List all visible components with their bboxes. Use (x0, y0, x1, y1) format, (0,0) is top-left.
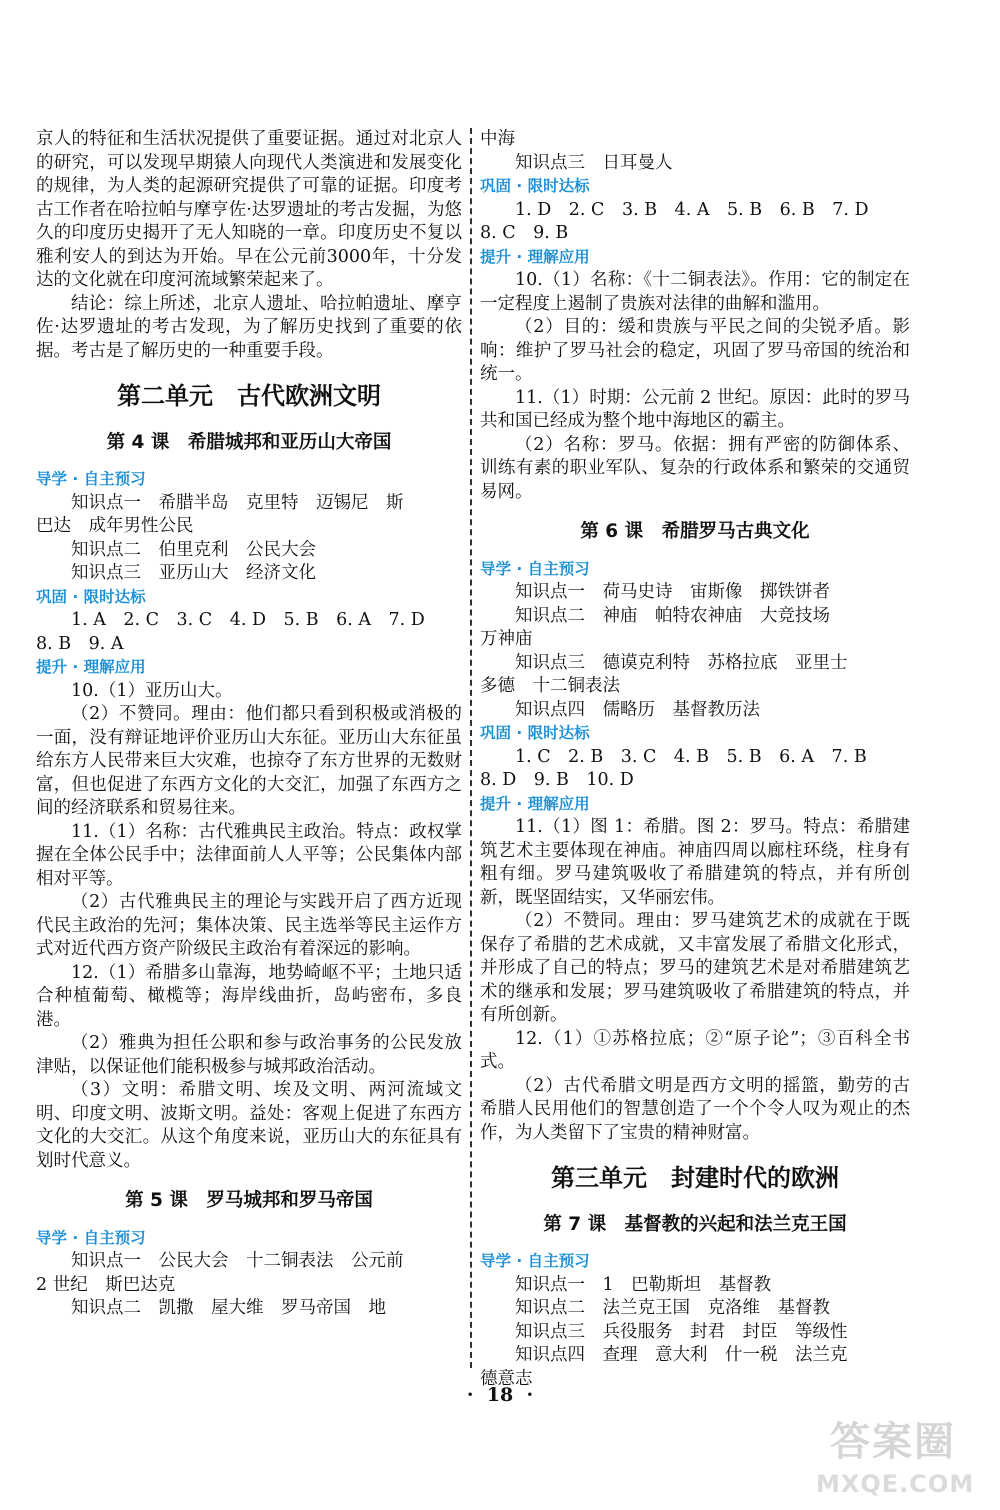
section-heading: 提升 · 理解应用 (36, 658, 146, 676)
lesson-title: 第 6 课 希腊罗马古典文化 (580, 521, 810, 542)
answer-paragraph: （2）雅典为担任公职和参与政治事务的公民发放津贴，以保证他们能积极参与城邦政治活动。 (36, 1033, 462, 1077)
answer-paragraph: 12.（1）希腊多山靠海，地势崎岖不平；土地只适合种植葡萄、橄榄等；海岸线曲折，岛屿密布，多良港。 (36, 962, 462, 1030)
answer-paragraph: 11.（1）图 1：希腊。图 2：罗马。特点：希腊建筑艺术主要体现在神庙。神庙四周以廊柱环绕，柱身有粗有细。罗马建筑吸收了希腊建筑的特点，并有所创新，既坚固结实，又华丽宏伟。 (480, 817, 910, 908)
answer-paragraph: （3）文明：希腊文明、埃及文明、两河流域文明、印度文明、波斯文明。益处：客观上促进了东西方文化的大交汇。从这个角度来说，亚历山大的东征具有划时代意义。 (36, 1080, 462, 1171)
knowledge-point: 知识点一 1 巴勒斯坦 基督教 (515, 1274, 772, 1295)
knowledge-point-continued: 多德 十二铜表法 (480, 676, 620, 696)
paragraph: 结论：综上所述，北京人遗址、哈拉帕遗址、摩亨佐·达罗遗址的考古发现，为了解历史找到了重要的依据。考古是了解历史的一种重要手段。 (36, 293, 462, 361)
page-number: · 18 · (466, 1384, 534, 1406)
unit-title: 第二单元 古代欧洲文明 (117, 382, 381, 410)
answer-line: 1. C 2. B 3. C 4. B 5. B 6. A 7. B (515, 746, 867, 767)
answer-paragraph: 12.（1）①苏格拉底；②“原子论”；③百科全书式。 (480, 1028, 910, 1072)
knowledge-point: 知识点二 凯撒 屋大维 罗马帝国 地 (71, 1298, 386, 1318)
left-column (36, 128, 462, 1321)
answer-line: 1. D 2. C 3. B 4. A 5. B 6. B 7. D (515, 199, 869, 220)
answer-paragraph: 11.（1）时期：公元前 2 世纪。原因：此时的罗马共和国已经成为整个地中海地区的霸主。 (480, 387, 910, 431)
answer-paragraph: （2）古代雅典民主的理论与实践开启了西方近现代民主政治的先河；集体决策、民主选举等民主运作方式对近代西方资产阶级民主政治有着深远的影响。 (36, 892, 462, 959)
paragraph: 京人的特征和生活状况提供了重要证据。通过对北京人的研究，可以发现早期猿人向现代人类演进和发展变化的规律，为人类的起源研究提供了可靠的证据。印度考古工作者在哈拉帕与摩亨佐·达罗遗址的考古发掘，为悠久的印度历史揭开了无人知晓的一章。印度历史不复以雅利安人的到达为开始。早在公元前3000年，十分发达的文化就在印度河流域繁荣起来了。 (36, 129, 462, 290)
section-heading: 导学 · 自主预习 (36, 470, 146, 488)
answer-paragraph: （2）目的：缓和贵族与平民之间的尖锐矛盾。影响：维护了罗马社会的稳定，巩固了罗马帝国的统治和统一。 (480, 317, 910, 384)
section-heading: 巩固 · 限时达标 (36, 587, 146, 606)
answer-paragraph: （2）不赞同。理由：罗马建筑艺术的成就在于既保存了希腊的艺术成就，又丰富发展了希腊文化形式，并形成了自己的特点；罗马的建筑艺术是对希腊建筑艺术的继承和发展；罗马建筑吸收了希腊建筑的特点，并有所创新。 (480, 911, 910, 1025)
answer-paragraph: 11.（1）名称：古代雅典民主政治。特点：政权掌握在全体公民手中；法律面前人人平等；公民集体内部相对平等。 (36, 821, 462, 889)
answer-line: 8. C 9. B (480, 223, 569, 243)
knowledge-point-continued: 德意志 (480, 1368, 533, 1389)
knowledge-point: 知识点三 兵役服务 封君 封臣 等级性 (515, 1321, 848, 1342)
section-heading: 导学 · 自主预习 (480, 1252, 590, 1270)
answer-paragraph: （2）古代希腊文明是西方文明的摇篮，勤劳的古希腊人民用他们的智慧创造了一个个令人叹为观止的杰作，为人类留下了宝贵的精神财富。 (480, 1075, 910, 1143)
answer-paragraph: 10.（1）名称：《十二铜表法》。作用：它的制定在一定程度上遏制了贵族对法律的曲解和滥用。 (480, 270, 910, 314)
watermark-logo (810, 1410, 990, 1500)
knowledge-point-continued: 万神庙 (480, 629, 533, 649)
lesson-title: 第 7 课 基督教的兴起和法兰克王国 (543, 1213, 847, 1235)
knowledge-point-continued: 2 世纪 斯巴达克 (36, 1274, 176, 1295)
knowledge-point: 知识点一 荷马史诗 宙斯像 掷铁饼者 (515, 582, 830, 602)
section-heading: 导学 · 自主预习 (36, 1228, 146, 1247)
knowledge-point: 知识点三 亚历山大 经济文化 (71, 563, 316, 583)
answer-line: 8. B 9. A (36, 633, 124, 654)
answer-paragraph: 10.（1）亚历山大。 (71, 680, 233, 701)
page-number-value: 18 (486, 1384, 514, 1406)
answer-paragraph: （2）不赞同。理由：他们都只看到积极或消极的一面，没有辩证地评价亚历山大东征。亚历山大东征虽给东方人民带来巨大灾难，也掠夺了东方世界的无数财富，但也促进了东西方文化的大交汇，加强了东西方之间的经济联系和贸易往来。 (36, 704, 462, 818)
section-heading: 提升 · 理解应用 (480, 247, 590, 266)
knowledge-point: 知识点四 查理 意大利 什一税 法兰克 (515, 1345, 848, 1365)
knowledge-point: 知识点二 神庙 帕特农神庙 大竞技场 (515, 605, 830, 626)
section-heading: 导学 · 自主预习 (480, 559, 590, 578)
lesson-title: 第 4 课 希腊城邦和亚历山大帝国 (106, 431, 392, 453)
knowledge-point-continued: 中海 (480, 129, 515, 149)
section-heading: 巩固 · 限时达标 (480, 724, 590, 742)
knowledge-point: 知识点二 法兰克王国 克洛维 基督教 (515, 1298, 830, 1318)
answer-line: 8. D 9. B 10. D (480, 770, 634, 790)
watermark-title: 答案圈 (830, 1419, 956, 1465)
watermark-url: MXQE.COM (816, 1470, 975, 1498)
knowledge-point: 知识点四 儒略历 基督教历法 (515, 699, 760, 720)
right-column (480, 128, 910, 1391)
section-heading: 提升 · 理解应用 (480, 794, 590, 813)
knowledge-point: 知识点三 日耳曼人 (515, 152, 673, 173)
knowledge-point-continued: 巴达 成年男性公民 (36, 516, 194, 536)
unit-title: 第三单元 封建时代的欧洲 (551, 1164, 839, 1192)
knowledge-point: 知识点一 公民大会 十二铜表法 公元前 (71, 1251, 404, 1271)
answer-paragraph: （2）名称：罗马。依据：拥有严密的防御体系、训练有素的职业军队、复杂的行政体系和繁荣的交通贸易网。 (480, 434, 910, 502)
knowledge-point: 知识点二 伯里克利 公民大会 (71, 539, 316, 560)
column-divider (470, 128, 472, 1368)
lesson-title: 第 5 课 罗马城邦和罗马帝国 (125, 1190, 373, 1211)
knowledge-point: 知识点一 希腊半岛 克里特 迈锡尼 斯 (71, 492, 404, 513)
knowledge-point: 知识点三 德谟克利特 苏格拉底 亚里士 (515, 652, 848, 673)
answer-line: 1. A 2. C 3. C 4. D 5. B 6. A 7. D (71, 610, 425, 630)
section-heading: 巩固 · 限时达标 (480, 177, 590, 195)
